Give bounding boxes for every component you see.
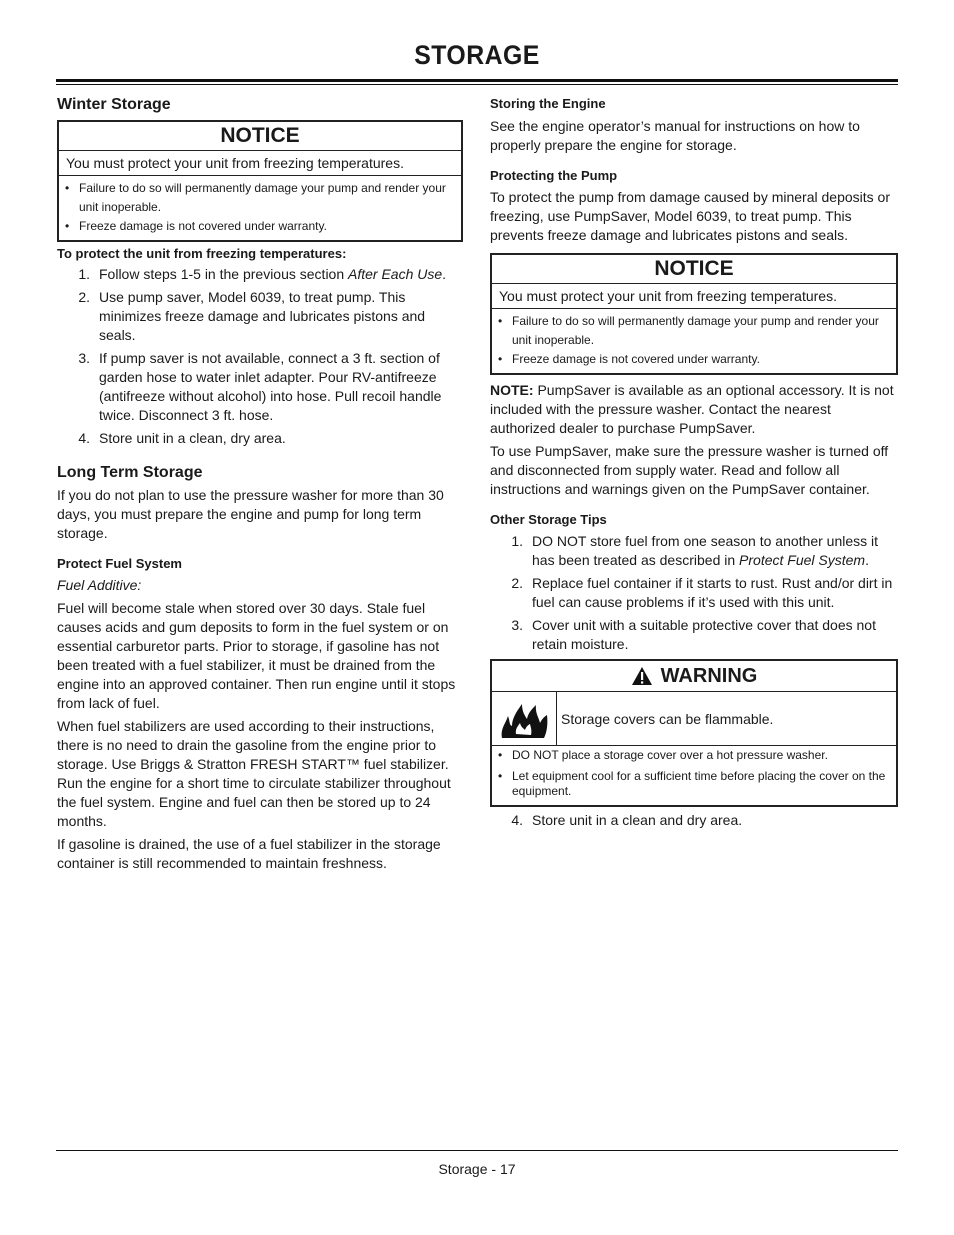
warning-main-text: Storage covers can be flammable. — [561, 710, 774, 727]
warning-bullet: • Let equipment cool for a sufficient time before placing the cover on the equipment. — [498, 769, 886, 798]
page-title: STORAGE — [414, 40, 540, 70]
warning-box — [490, 659, 898, 807]
list-item: 1. Follow steps 1-5 in the previous section After Each Use. — [78, 266, 447, 282]
notice-bullet: • Failure to do so will permanently damage your pump and render your unit inoperable. — [65, 181, 446, 214]
fire-icon — [492, 692, 557, 745]
fuel-paragraph-3: If gasoline is drained, the use of a fuel stabilizer in the storage container is still recommended to maintain freshness. — [57, 836, 441, 871]
storing-engine-heading: Storing the Engine — [490, 96, 606, 111]
notice-box — [490, 253, 898, 375]
left-column — [57, 92, 463, 873]
freeze-steps-list — [57, 265, 463, 448]
top-rule-thin — [56, 84, 898, 85]
notice-bullet: • Failure to do so will permanently damage your pump and render your unit inoperable. — [498, 314, 879, 347]
protect-freezing-heading: To protect the unit from freezing temperatures: — [57, 246, 347, 261]
notice-title: NOTICE — [492, 255, 896, 284]
right-column — [490, 92, 898, 830]
bottom-rule — [56, 1150, 898, 1151]
list-item: 2. Replace fuel container if it starts to rust. Rust and/or dirt in fuel can cause problems if it’s used with this unit. — [511, 575, 893, 610]
notice-main-text: You must protect your unit from freezing temperatures. — [492, 284, 896, 309]
note-paragraph: NOTE: PumpSaver is available as an optional accessory. It is not included with the pressure washer. Contact the nearest authorized dealer to purchase PumpSaver. — [490, 382, 894, 436]
warning-bullet: • DO NOT place a storage cover over a hot pressure washer. — [498, 748, 828, 762]
storing-engine-text: See the engine operator’s manual for instructions on how to properly prepare the engine for storage. — [490, 118, 860, 153]
notice-box — [57, 120, 463, 242]
protecting-pump-heading: Protecting the Pump — [490, 168, 618, 183]
protect-fuel-heading: Protect Fuel System — [57, 556, 182, 571]
list-item: 2. Use pump saver, Model 6039, to treat pump. This minimizes freeze damage and lubricates pistons and seals. — [78, 289, 426, 343]
list-item: 4. Store unit in a clean, dry area. — [78, 430, 286, 446]
final-step-list — [490, 811, 898, 830]
notice-main-text: You must protect your unit from freezing temperatures. — [59, 151, 461, 176]
warning-title: WARNING — [660, 664, 758, 687]
list-item: 3. If pump saver is not available, connect a 3 ft. section of garden hose to water inlet adapter. Pour RV-antifreeze (antifreeze without alcohol) into hose. Pull recoil handle twice. Disconnect 3 ft. hose. — [78, 350, 442, 423]
list-item: 1. DO NOT store fuel from one season to another unless it has been treated as described in Protect Fuel System. — [511, 533, 879, 568]
notice-title: NOTICE — [59, 122, 461, 151]
page-footer: Storage - 17 — [438, 1161, 516, 1177]
notice-bullet: • Freeze damage is not covered under warranty. — [65, 219, 327, 233]
fuel-additive-label: Fuel Additive: — [57, 577, 142, 593]
top-rule — [56, 79, 898, 82]
tips-list — [490, 532, 898, 654]
list-item: 3. Cover unit with a suitable protective cover that does not retain moisture. — [511, 617, 876, 652]
winter-storage-heading: Winter Storage — [57, 96, 171, 113]
fuel-paragraph-2: When fuel stabilizers are used according to their instructions, there is no need to drain the gasoline from the engine prior to storage. Use Briggs & Stratton FRESH START™ fuel stabilizer. Run the engine for a short time to circulate stabilizer throughout the fuel system. Engine and fuel can then be stored up to 24 months. — [57, 718, 451, 829]
long-term-text: If you do not plan to use the pressure washer for more than 30 days, you must prepare the engine and pump for long term storage. — [57, 487, 444, 541]
fuel-paragraph-1: Fuel will become stale when stored over 30 days. Stale fuel causes acids and gum deposits to form in the fuel system or on essential carburetor parts. Prior to storage, if gasoline has not been treated with a fuel stabilizer, it must be drained from the engine into an approved container. Then run engine until it stops from lack of fuel. — [57, 600, 456, 711]
warning-header — [492, 661, 896, 692]
long-term-storage-heading: Long Term Storage — [57, 464, 203, 481]
other-tips-heading: Other Storage Tips — [490, 512, 607, 527]
pumpsaver-paragraph: To use PumpSaver, make sure the pressure washer is turned off and disconnected from supply water. Read and follow all instructions and warnings given on the PumpSaver container. — [490, 443, 889, 497]
warning-triangle-icon — [631, 666, 653, 686]
list-item: 4. Store unit in a clean and dry area. — [511, 812, 743, 828]
notice-bullet: • Freeze damage is not covered under warranty. — [498, 352, 760, 366]
protecting-pump-text: To protect the pump from damage caused by mineral deposits or freezing, use PumpSaver, Model 6039, to treat pump. This prevents freeze damage and lubricates pistons and seals. — [490, 189, 890, 243]
